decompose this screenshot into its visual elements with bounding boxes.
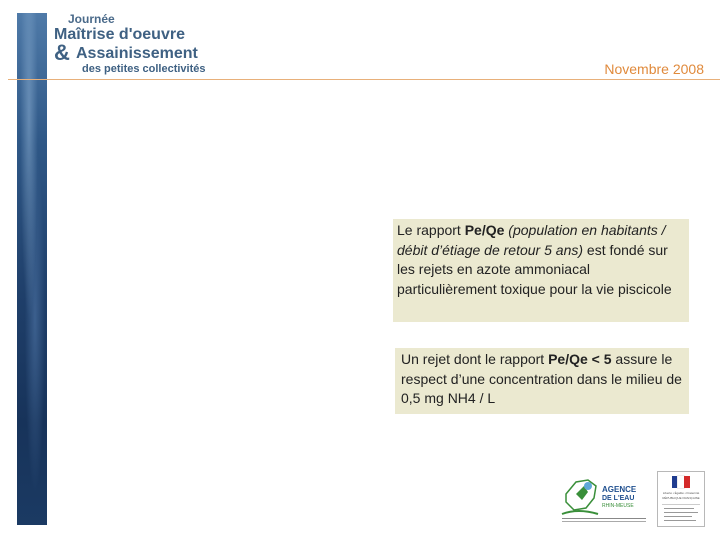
agence-line3: RHIN-MEUSE: [602, 503, 634, 509]
box1-text-1: Le rapport: [397, 222, 465, 238]
box2-pe-qe-threshold: Pe/Qe < 5: [548, 351, 612, 367]
french-flag-icon: [672, 476, 690, 488]
agence-line2: DE L'EAU: [602, 495, 635, 502]
logo-journee: Journée: [68, 12, 115, 26]
box1-definition: (population en habitants / débit d’étiage de retour 5 ans): [397, 222, 666, 258]
agence-line1: AGENCE: [602, 485, 637, 494]
box2-text-2: assure le respect d’une concentration dans le milieu de 0,5 mg NH4 / L: [401, 351, 682, 407]
rf-republique: RÉPUBLIQUE FRANÇAISE: [662, 496, 700, 500]
logo-maitrise: Maîtrise d'oeuvre: [54, 26, 185, 43]
republique-francaise-logo: [657, 471, 705, 527]
logo-ampersand: &: [54, 40, 70, 65]
rf-motto: Liberté • Égalité • Fraternité: [662, 491, 700, 495]
box1-pe-qe: Pe/Qe: [464, 222, 505, 238]
info-box-pe-qe: [393, 219, 689, 322]
box2-text-1: Un rejet dont le rapport: [401, 351, 549, 367]
logo-petites-collectivites: des petites collectivités: [82, 63, 206, 75]
logo-assainissement: Assainissement: [76, 45, 198, 62]
header-date: Novembre 2008: [604, 61, 704, 77]
decorative-water-strip: [17, 13, 47, 525]
header-divider: [8, 79, 720, 80]
info-box-threshold: [395, 348, 689, 414]
agence-eau-logo: [558, 472, 650, 526]
box1-text-2: est fondé sur les rejets en azote ammoniacal particulièrement toxique pour la vie piscicole: [397, 241, 672, 297]
